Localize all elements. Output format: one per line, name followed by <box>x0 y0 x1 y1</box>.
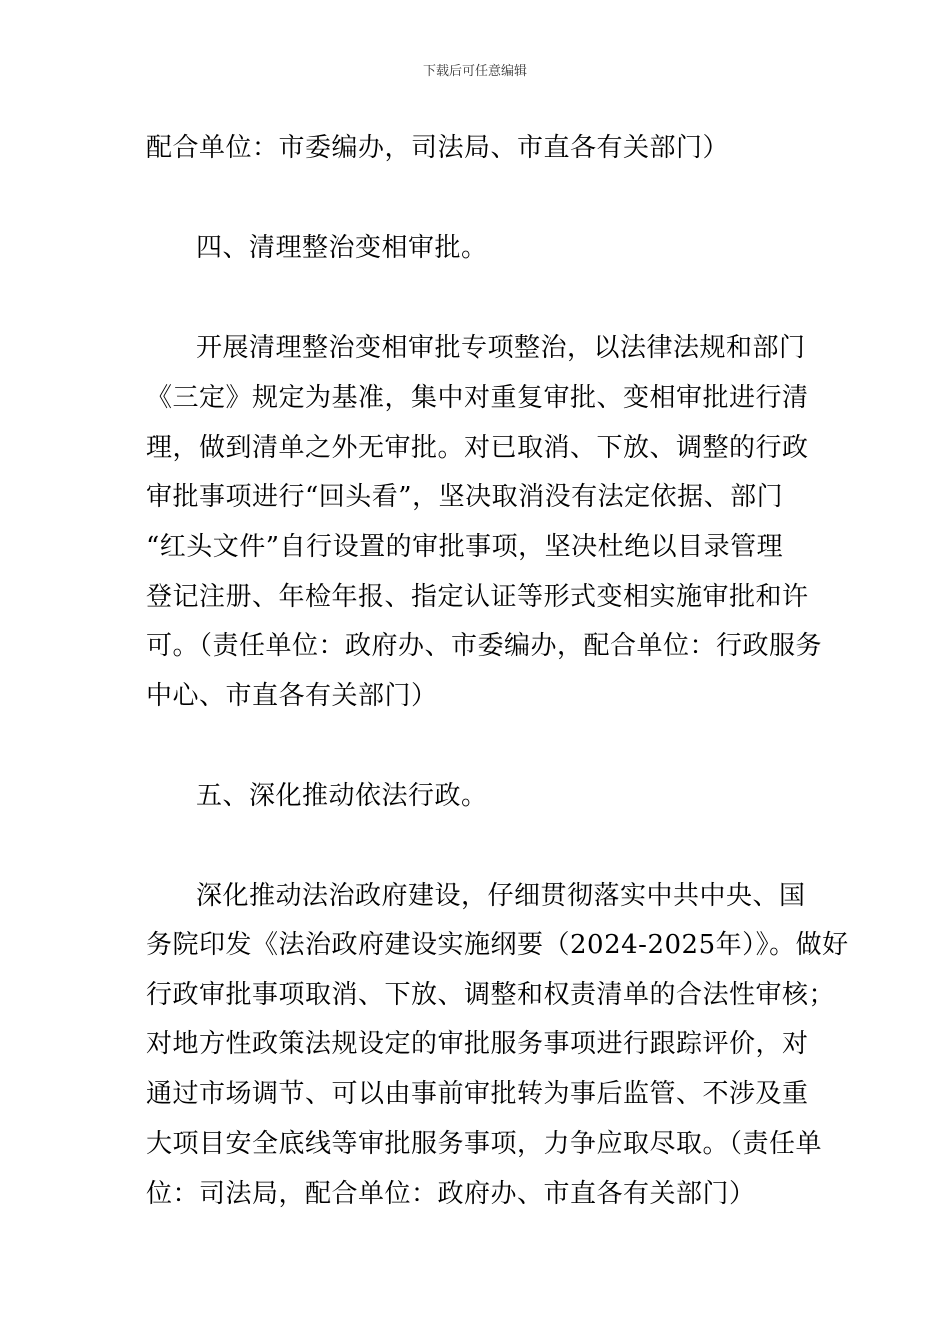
body-text-line: 可。（责任单位：政府办、市委编办，配合单位：行政服务 <box>146 631 823 661</box>
body-text-line: 务院印发《法治政府建设实施纲要（2024-2025年）》。做好 <box>146 930 849 960</box>
body-text-line: 中心、市直各有关部门） <box>146 681 438 711</box>
header-note: 下载后可任意编辑 <box>422 64 527 79</box>
body-text-line: “红头文件”自行设置的审批事项，坚决杜绝以目录管理 <box>146 532 784 562</box>
body-text-line: 《三定》规定为基准，集中对重复审批、变相审批进行清 <box>146 383 809 413</box>
body-text-line: 行政审批事项取消、下放、调整和权责清单的合法性审核； <box>146 980 836 1010</box>
body-text-line: 登记注册、年检年报、指定认证等形式变相实施审批和许 <box>146 582 809 612</box>
body-text-line: 大项目安全底线等审批服务事项，力争应取尽取。（责任单 <box>146 1129 823 1159</box>
body-text-line: 理，做到清单之外无审批。对已取消、下放、调整的行政 <box>146 433 809 463</box>
body-text-line: 审批事项进行“回头看”，坚决取消没有法定依据、部门 <box>146 482 784 512</box>
section-heading-4: 四、清理整治变相审批。 <box>196 233 488 263</box>
body-text-line: 通过市场调节、可以由事前审批转为事后监管、不涉及重 <box>146 1079 809 1109</box>
body-text-line: 开展清理整治变相审批专项整治，以法律法规和部门 <box>196 333 806 363</box>
body-text-line: 位：司法局，配合单位：政府办、市直各有关部门） <box>146 1179 756 1209</box>
body-text-line: 深化推动法治政府建设，仔细贯彻落实中共中央、国 <box>196 881 806 911</box>
body-text-line: 对地方性政策法规设定的审批服务事项进行跟踪评价，对 <box>146 1029 809 1059</box>
section-heading-5: 五、深化推动依法行政。 <box>196 781 488 811</box>
body-text-line: 配合单位：市委编办，司法局、市直各有关部门） <box>146 133 730 163</box>
